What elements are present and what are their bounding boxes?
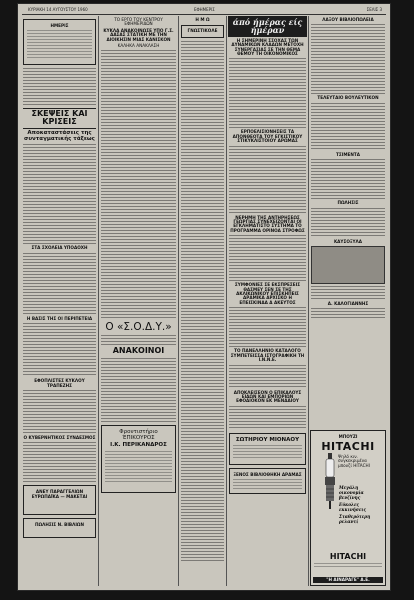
library-ad (229, 468, 306, 494)
column-title: Η Μ Ω (195, 17, 210, 22)
hitachi-brand: HITACHI (321, 440, 375, 454)
article-text (311, 286, 385, 300)
hitachi-bullet: Μεγάλη οικονομία βενζίνης (339, 485, 364, 500)
hitachi-top-label: ΜΠΟΥΖΙ (338, 434, 358, 439)
headline: ΣΤΑ ΣΧΟΛΕΙΑ ΥΠΟΔΟΧΗ (31, 245, 88, 251)
tutoring-title: Φροντιστήριο ΈΠΙΚΟΥΡΟΣ (119, 428, 158, 441)
article-text (23, 442, 96, 482)
column-rule (226, 16, 227, 586)
article-text (311, 308, 385, 320)
boxed-label-text: ΓΝΩΣΤΙΚΟΛΕ (187, 28, 218, 34)
ad-text (105, 451, 172, 483)
headline: ΠΩΛΗΣΙΣ (337, 200, 359, 206)
article-text (181, 41, 224, 561)
ad-text (314, 563, 382, 569)
ad-text: ΑΝΕΥ ΠΑΡΑΓΓΕΛΙΩΝ ΕΥΡΩΠΑΪΚΑ — ΜΑΚΕΤΑΙ (31, 489, 88, 499)
headline: ΛΑΞΟΥ ΒΙΒΛΙΟΠΩΛΕΙΑ (322, 17, 374, 22)
headline: Ο ΚΥΒΕΡΝΗΤΙΚΟΣ ΣΥΝΔΕΣΜΟΣ (23, 434, 96, 440)
banner-title: άπό ήμέρας είς ήμέραν (228, 16, 307, 37)
column-2 (100, 16, 177, 586)
spark-plug-icon (323, 453, 337, 515)
hitachi-bullet: Σταθερότερη ρελαντί (339, 514, 371, 524)
headline: ΚΥΚΛΑ ΑΝΑΚΟΙΝΩΣΕ ΥΠΟ Γ.Σ. ΔΑΣΑΣ ΣΤΑΤΙΚΗ ΜΕ ΤΗΝ ΔΙΟΙΚΗΣΙΝ ΜΙΑΣ ΚΑΝΙΣΚΟΝ (103, 27, 174, 42)
article-text (101, 50, 176, 320)
ad-text (233, 445, 302, 459)
header-paper-name: ΕΦΗΜΕΡΙΣ (194, 7, 215, 12)
headline: ΕΦΟΠΛΙΣΤΕΣ ΚΥΚΛΟΥ ΤΡΑΠΕΖΗΣ (34, 378, 85, 388)
column-4 (228, 16, 307, 586)
headline: ΤΟ ΠΑΝΕΛΛΗΝΙΟ ΚΑΤΑΛΟΓΟ ΣΥΜΠΕΤΕΙΣΣΑ ΙΣΤΟΓΡΑΦΙΚΗ ΤΗ Ι.Ν.Ν.Ε. (230, 348, 305, 363)
machine-illustration (311, 246, 385, 284)
masthead-text (27, 30, 92, 58)
column-rule (98, 16, 99, 586)
library-ad-title: ΞΕΝΟΣ ΒΙΒΛΙΟΘΗΚΗ ΔΡΑΜΑΣ (233, 471, 302, 477)
notice-title: ΑΝΑΚΟΙΝΟΙ (112, 346, 165, 356)
hitachi-ad (310, 430, 386, 586)
section-title: ΣΚΕΨΕΙΣ ΚΑΙ ΚΡΙΣΕΙΣ (23, 108, 96, 129)
article-text (311, 24, 385, 94)
masthead-box (23, 19, 96, 65)
header-page-number: ΣΕΛΙΣ 3 (366, 7, 382, 12)
column-1 (22, 16, 97, 586)
article-text (23, 323, 96, 377)
tutoring-ad (101, 425, 176, 493)
article-text (311, 159, 385, 199)
hitachi-dealer: "Η ΑΙΝΑΡΑΓΕ" Α.Ε. (313, 577, 383, 583)
article-text (311, 103, 385, 151)
article-text (23, 253, 96, 315)
article-text (101, 335, 176, 345)
headline: Η ΣΗΜΕΡΙΝΗ ΣΣΟΧΑΣ ΤΩΝ ΔΥΝΑΜΙΚΩΝ ΚΛΑΔΩΝ ΜΕΤΟΧΗ ΣΥΝΕΡΓΑΣΙΑΣ ΣΕ ΤΗΝ ΘΕΜΑ ΘΕΜΟΥ ΤΗ ΟΙΚΟΝΟΜΙΚΟΣ (231, 37, 304, 56)
newspaper-page (18, 4, 390, 590)
headline: ΑΠΟΚΛΕΙΣΕΟΝ Ο ΕΠΙΚΑΛΟΥΣ ΕΙΔΩΝ ΚΑΙ ΕΜΠΟΡΙΩΝ ΕΦΟΔΙΟΚΟΝ ΕΚ ΜΕΝΔΑΙΟΥ (233, 389, 302, 404)
masthead-title: ΗΜΕΡΙΣ (50, 23, 69, 28)
hitachi-bullet: Εύκολες εκκινήσεις (339, 502, 367, 512)
text-block (23, 68, 96, 106)
tutoring-subtitle: Ι.Κ. ΠΕΡΙΚΑΝΔΡΟΣ (110, 442, 167, 449)
hitachi-tagline: Ψηλό κιν. συγκεκριμένα μπουζί HITACHI (338, 453, 370, 468)
headline: ΣΥΜΦΟΝΙΕΣ ΣΕ ΕΚΣΠΡΕΣΕΙΣ ΘΑΣΜΕΥ ΣΕΝ ΣΕ ΤΗΣ ΑΚΛΙΚΩΝΙΚΟΥ ΕΠΙΣΚΗΠΕΙΣ ΔΡΑΜΙΚΑ ΑΡΧΙΣΚΟ Η ΕΠΕΙΣΚΙΝΔΑ Δ ΑΚΕΥΤΟΣ (234, 282, 301, 305)
advertisement (23, 518, 96, 538)
hitachi-footer (313, 551, 383, 571)
advertisement (23, 485, 96, 515)
headline: ΕΡΠΟΕΛΙΣΙΟΝΗΣΕΙΣ ΤΑ ΑΠΟΝΘΕΟΤΑ ΤΟΥ ΕΓΚΙΣΤΙΚΟΥ ΣΤΙΚΥΚΛΙΣΤΟΙΟΥ ΑΡΩΜΑΣ (232, 129, 303, 144)
headline: ΤΕΛΕΥΤΑΙΟ ΒΟΥΛΕΥΤΙΚΟΝ (317, 95, 379, 101)
column-rule (308, 16, 309, 586)
headline: Η ΒΑΣΙΣ ΤΗΣ ΟΙ ΠΕΡΙΠΕΤΕΙΑ (26, 315, 93, 321)
headline: ΝΕΡΗΜΗ ΤΗΣ ΑΝΤΗΡΗΣΕΩΣ ΓΕΩΡΓΙΑΣ ΣΥΝΕΧΕΙΖΟΝΤΑΙ ΟΙ ΕΓΚΛΗΜΑΤΙΣΤΟ ΣΥΣΤΗΜΑ ΤΟ ΠΡΟΓΡΑΜΜΑ ΟΡΙΝΟΑ ΣΤΡΟΦΩΣ (230, 214, 305, 233)
article-text (229, 365, 306, 389)
headline: Αποκαταστάσεις της συνταγματικής τάξεως (24, 129, 95, 142)
store-ad (229, 433, 306, 465)
column-3 (180, 16, 225, 586)
article-text (23, 390, 96, 434)
column-rule (178, 16, 179, 586)
hitachi-brand-footer: HITACHI (329, 551, 367, 561)
article-text (101, 358, 176, 422)
headline: Α. ΚΑΛΟΓΙΑΝΝΗΣ (327, 301, 369, 307)
kicker: ΤΟ ΕΡΓΟ ΤΟΥ ΚΕΝΤΡΟΥ ΕΦΗΜΕΡΙΔΩΝ (114, 17, 163, 27)
ad-text: ΠΩΛΗΣΙΣ Ν. ΒΙΒΛΙΩΝ (35, 522, 84, 528)
article-text (311, 208, 385, 238)
article-text (229, 406, 306, 430)
ad-text (233, 479, 302, 489)
article-text (229, 235, 306, 281)
article-text (229, 307, 306, 347)
page-header (22, 6, 386, 15)
store-ad-title: ΣΩΤΗΡΙΟΥ ΜΙΟΝΑΟΥ (235, 436, 300, 443)
boxed-label (181, 25, 224, 37)
subheadline: ΚΑΛΗΚΑ ΑΝΑΚΛΑΣΗ (117, 43, 160, 49)
header-date: ΚΥΡΙΑΚΗ 14 ΑΥΓΟΥΣΤΟΥ 1960 (28, 7, 88, 12)
headline: ΚΑΥΣΟΞΥΛΑ (333, 238, 363, 244)
odu-title: Ο «Σ.Ο.Δ.Υ.» (105, 321, 172, 334)
article-text (229, 146, 306, 214)
hitachi-bullets (339, 483, 379, 526)
article-text (23, 144, 96, 244)
headline: ΤΣΙΜΕΝΤΑ (336, 151, 360, 157)
article-text (229, 58, 306, 128)
